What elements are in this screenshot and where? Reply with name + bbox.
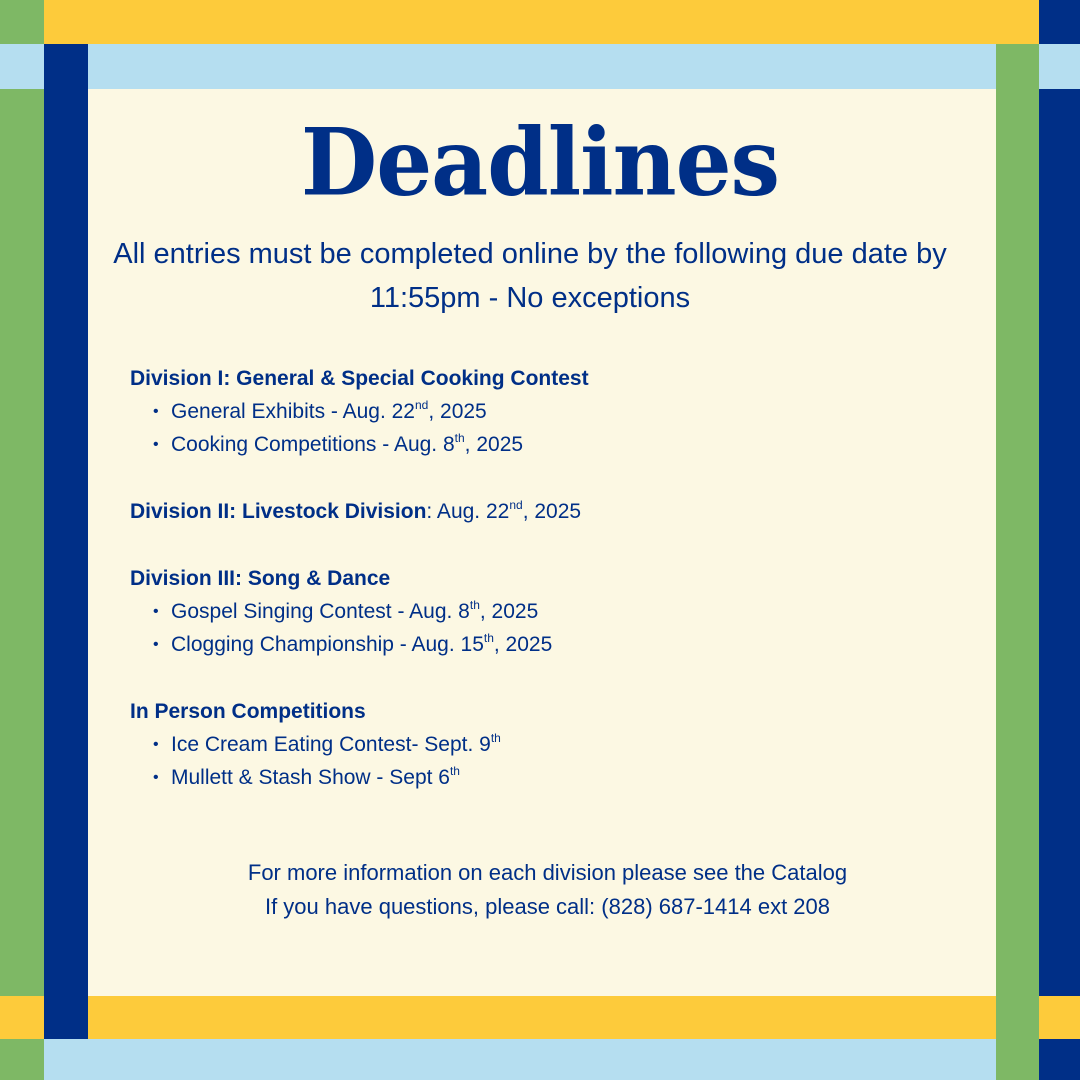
border-top-yellow [44,0,1039,44]
deadlines-list [130,362,950,828]
border-right-sky [1039,44,1080,89]
footer-catalog-note: For more information on each division please see the Catalog [247,860,848,885]
border-corner-bottom-left-green [0,1039,44,1080]
section-heading: Division II: Livestock Division: Aug. 22nd, 2025 [130,498,582,523]
border-left-green [0,89,44,996]
section-heading: Division I: General & Special Cooking Contest [130,367,589,390]
list-item: • Clogging Championship - Aug. 15th, 2025 [171,628,950,661]
border-corner-top-left-green [0,0,44,44]
list-item: • General Exhibits - Aug. 22nd, 2025 [171,395,950,428]
section-division-3 [130,562,950,661]
border-top-sky [88,44,996,89]
border-left-sky [0,44,44,89]
section-heading: In Person Competitions [130,700,366,723]
list-item: • Gospel Singing Contest - Aug. 8th, 2025 [171,595,950,628]
border-corner-bottom-left-yellow [0,996,44,1039]
footer-contact-phone: If you have questions, please call: (828) 687-1414 ext 208 [264,894,831,919]
border-right-navy [1039,89,1080,996]
section-heading-date: : Aug. 22nd, 2025 [426,498,582,523]
border-corner-top-right [1039,0,1080,44]
border-corner-bottom-right-yellow [1039,996,1080,1039]
deadline-list [130,595,950,661]
deadline-list [130,728,950,794]
subtitle: All entries must be completed online by the following due date by 11:55pm - No exceptions [113,238,947,314]
section-in-person [130,695,950,794]
page-title: Deadlines [300,107,780,217]
border-bottom-sky [44,1039,996,1080]
section-heading: Division III: Song & Dance [130,567,391,590]
list-item: • Mullett & Stash Show - Sept 6th [171,761,950,794]
footer-info [110,856,985,924]
deadline-list [130,395,950,461]
list-item: • Cooking Competitions - Aug. 8th, 2025 [171,428,950,461]
border-bottom-yellow [88,996,996,1039]
border-corner-bottom-right-navy [1039,1039,1080,1080]
section-division-2 [130,495,950,528]
list-item: • Ice Cream Eating Contest- Sept. 9th [171,728,950,761]
border-bottom-navy-stub [44,996,88,1039]
section-division-1 [130,362,950,461]
